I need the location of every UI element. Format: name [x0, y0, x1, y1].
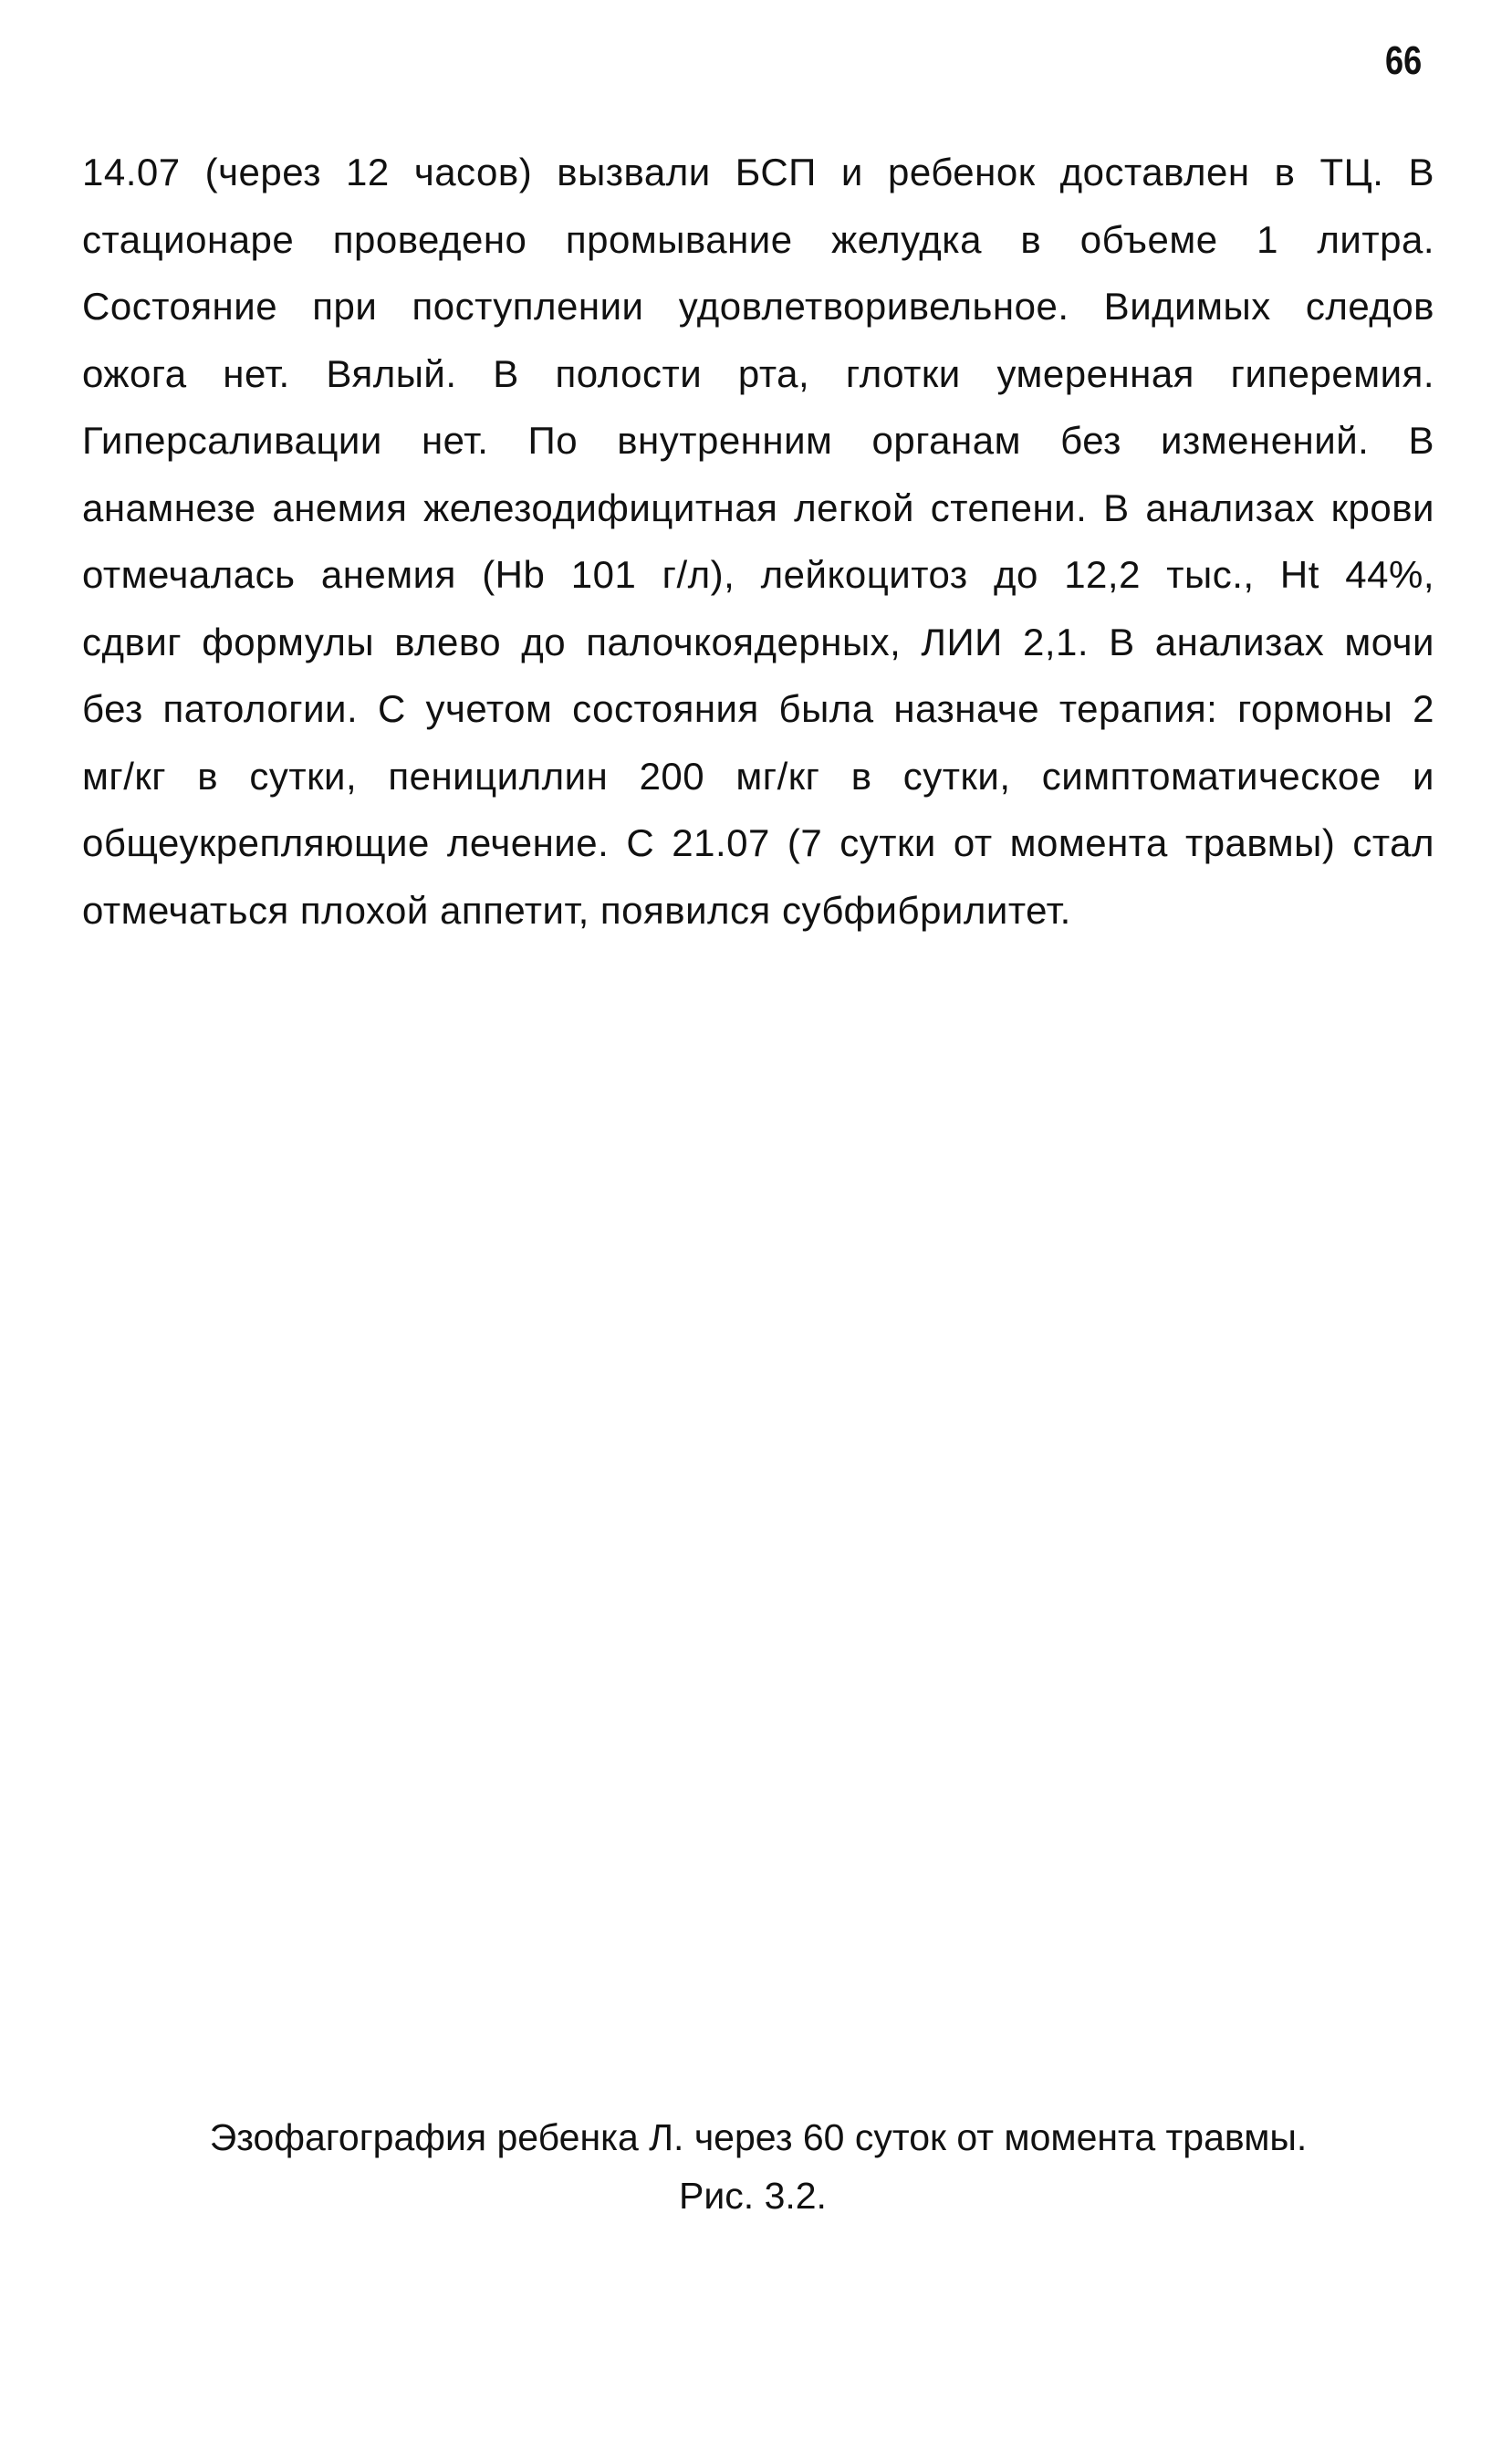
text-line-8: сдвиг формулы влево до палочкоядерных, ЛИИ 2,1. В анализах мочи: [82, 620, 1434, 663]
text-line-3: Состояние при поступлении удовлетворивельное. Видимых следов: [82, 285, 1434, 328]
body-text: [82, 139, 1434, 944]
page-number: 66: [1385, 38, 1423, 83]
text-line-11: общеукрепляющие лечение. С 21.07 (7 сутки от момента травмы) стал: [82, 821, 1434, 864]
text-line-6: анамнезе анемия железодифицитная легкой степени. В анализах крови: [82, 485, 1434, 529]
text-line-2: стационаре проведено промывание желудка в объеме 1 литра.: [82, 217, 1434, 261]
text-line-5: Гиперсаливации нет. По внутренним органам без изменений. В: [82, 419, 1434, 462]
text-line-9: без патологии. С учетом состояния была назначе терапия: гормоны 2: [82, 687, 1434, 730]
text-line-1: 14.07 (через 12 часов) вызвали БСП и ребенок доставлен в ТЦ. В: [82, 151, 1434, 193]
text-line-7: отмечалась анемия (Hb 101 г/л), лейкоцитоз до 12,2 тыс., Ht 44%,: [82, 553, 1434, 596]
figure-caption: [82, 2108, 1434, 2225]
caption-figure-number: Рис. 3.2.: [679, 2175, 827, 2217]
text-line-10: мг/кг в сутки, пенициллин 200 мг/кг в сутки, симптоматическое и: [82, 754, 1434, 798]
text-line-12: отмечаться плохой аппетит, появился субфибрилитет.: [82, 888, 1071, 932]
caption-title: Эзофагография ребенка Л. через 60 суток от момента травмы.: [209, 2116, 1308, 2158]
text-line-4: ожога нет. Вялый. В полости рта, глотки умеренная гиперемия.: [82, 351, 1434, 395]
